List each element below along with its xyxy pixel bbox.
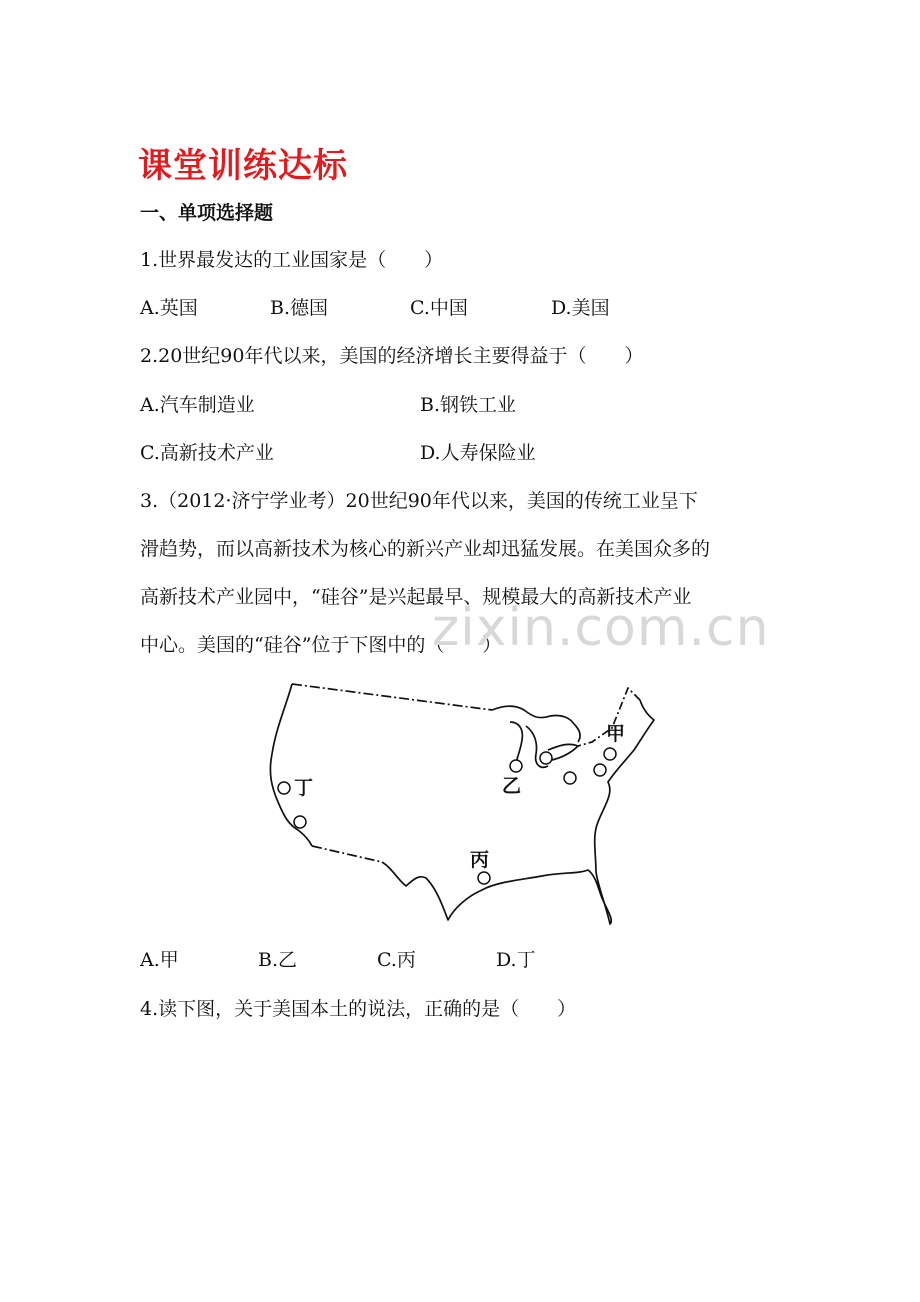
question-4-stem: 4.读下图，关于美国本土的说法，正确的是（ ） (140, 998, 577, 1020)
q2-option-b: B.钢铁工业 (420, 394, 517, 416)
q3-option-c: C.丙 (377, 949, 416, 971)
map-label-jia: 甲 (606, 723, 626, 745)
q3-option-d: D.丁 (496, 949, 536, 971)
map-outline (270, 684, 654, 924)
q1-option-c: C.中国 (410, 297, 468, 319)
q3-option-b: B.乙 (258, 949, 298, 971)
city-marker-yi (510, 760, 522, 772)
city-marker-bing (478, 872, 490, 884)
q2-option-a: A.汽车制造业 (140, 394, 255, 416)
city-marker (564, 772, 576, 784)
q1-option-b: B.德国 (270, 297, 329, 319)
city-marker-ding (278, 782, 290, 794)
question-3-line-4: 中心。美国的“硅谷”位于下图中的（ ） (140, 634, 502, 656)
city-marker (594, 764, 606, 776)
q2-option-d: D.人寿保险业 (420, 442, 536, 464)
question-2-stem: 2.20世纪90年代以来，美国的经济增长主要得益于（ ） (140, 345, 644, 367)
section-heading: 一、单项选择题 (140, 202, 274, 224)
city-marker (540, 752, 552, 764)
q3-option-a: A.甲 (140, 949, 179, 971)
map-label-bing: 丙 (470, 849, 490, 871)
question-3-line-1: 3.（2012·济宁学业考）20世纪90年代以来，美国的传统工业呈下 (140, 490, 698, 512)
usa-outline-map (262, 676, 662, 932)
city-marker (294, 816, 306, 828)
city-markers (278, 748, 616, 884)
question-3-line-2: 滑趋势，而以高新技术为核心的新兴产业却迅猛发展。在美国众多的 (140, 538, 711, 560)
map-label-ding: 丁 (294, 777, 314, 799)
q1-option-a: A.英国 (140, 297, 198, 319)
question-3-line-3: 高新技术产业园中，“硅谷”是兴起最早、规模最大的高新技术产业 (140, 586, 692, 608)
city-marker-jia (604, 748, 616, 760)
q2-option-c: C.高新技术产业 (140, 442, 274, 464)
watermark: zixin.com.cn (432, 598, 770, 658)
question-1-stem: 1.世界最发达的工业国家是（ ） (140, 249, 444, 271)
q1-option-d: D.美国 (551, 297, 610, 319)
map-label-yi: 乙 (502, 775, 522, 797)
page-title: 课堂训练达标 (138, 146, 348, 186)
